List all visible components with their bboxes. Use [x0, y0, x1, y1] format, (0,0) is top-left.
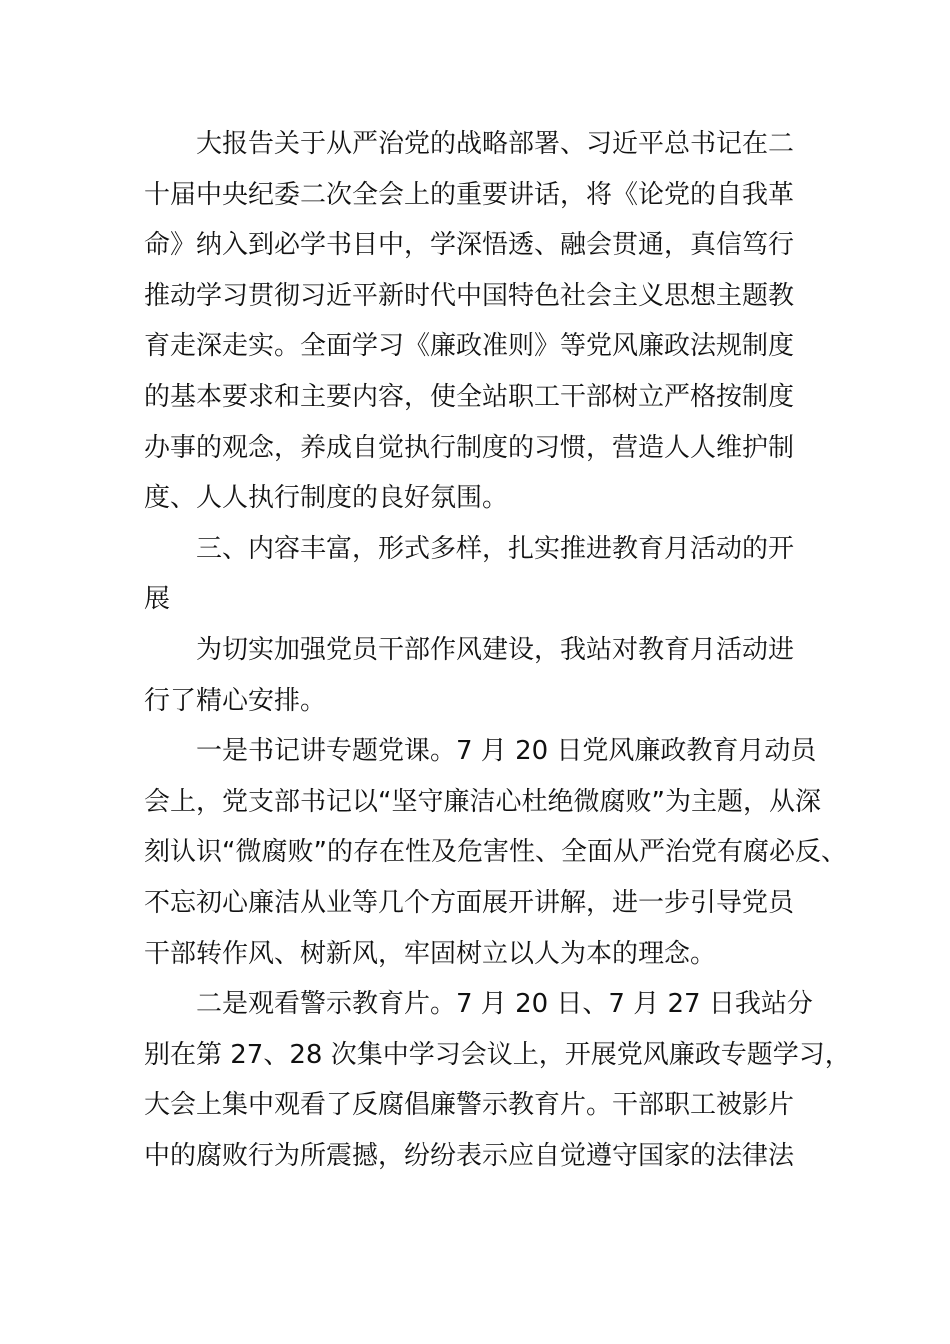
paragraph-line: 干部转作风、树新风，牢固树立以人为本的理念。 — [144, 938, 717, 969]
paragraph-line: 大报告关于从严治党的战略部署、习近平总书记在二 — [196, 129, 795, 159]
section-heading-line: 展 — [144, 584, 171, 615]
paragraph-line: 育走深走实。全面学习《廉政准则》等党风廉政法规制度 — [144, 331, 795, 362]
section-heading-line: 三、内容丰富，形式多样，扎实推进教育月活动的开 — [196, 533, 795, 564]
paragraph-line: 推动学习贯彻习近平新时代中国特色社会主义思想主题教 — [144, 280, 795, 311]
paragraph-line: 会上，党支部书记以“坚守廉洁心杜绝微腐败”为主题，从深 — [144, 786, 821, 817]
paragraph-line: 十届中央纪委二次全会上的重要讲话，将《论党的自我革 — [144, 179, 795, 210]
paragraph-line: 别在第 27、28 次集中学习会议上，开展党风廉政专题学习， — [144, 1039, 851, 1070]
paragraph-line: 度、人人执行制度的良好氛围。 — [144, 483, 509, 514]
paragraph-line: 为切实加强党员干部作风建设，我站对教育月活动进 — [196, 634, 795, 665]
paragraph-line: 命》纳入到必学书目中，学深悟透、融会贯通，真信笃行 — [144, 230, 795, 261]
body-text — [144, 119, 851, 1181]
paragraph-line: 行了精心安排。 — [144, 685, 327, 716]
paragraph-line: 刻认识“微腐败”的存在性及危害性、全面从严治党有腐必反、 — [144, 837, 847, 868]
paragraph-line: 的基本要求和主要内容，使全站职工干部树立严格按制度 — [144, 381, 795, 412]
paragraph-line: 大会上集中观看了反腐倡廉警示教育片。干部职工被影片 — [144, 1090, 795, 1121]
paragraph-line: 办事的观念，养成自觉执行制度的习惯，营造人人维护制 — [144, 432, 795, 463]
paragraph-line: 二是观看警示教育片。7 月 20 日、7 月 27 日我站分 — [196, 989, 813, 1020]
paragraph-line: 中的腐败行为所震撼，纷纷表示应自觉遵守国家的法律法 — [144, 1140, 795, 1171]
paragraph-line: 不忘初心廉洁从业等几个方面展开讲解，进一步引导党员 — [144, 887, 795, 918]
paragraph-line: 一是书记讲专题党课。7 月 20 日党风廉政教育月动员 — [196, 736, 817, 767]
